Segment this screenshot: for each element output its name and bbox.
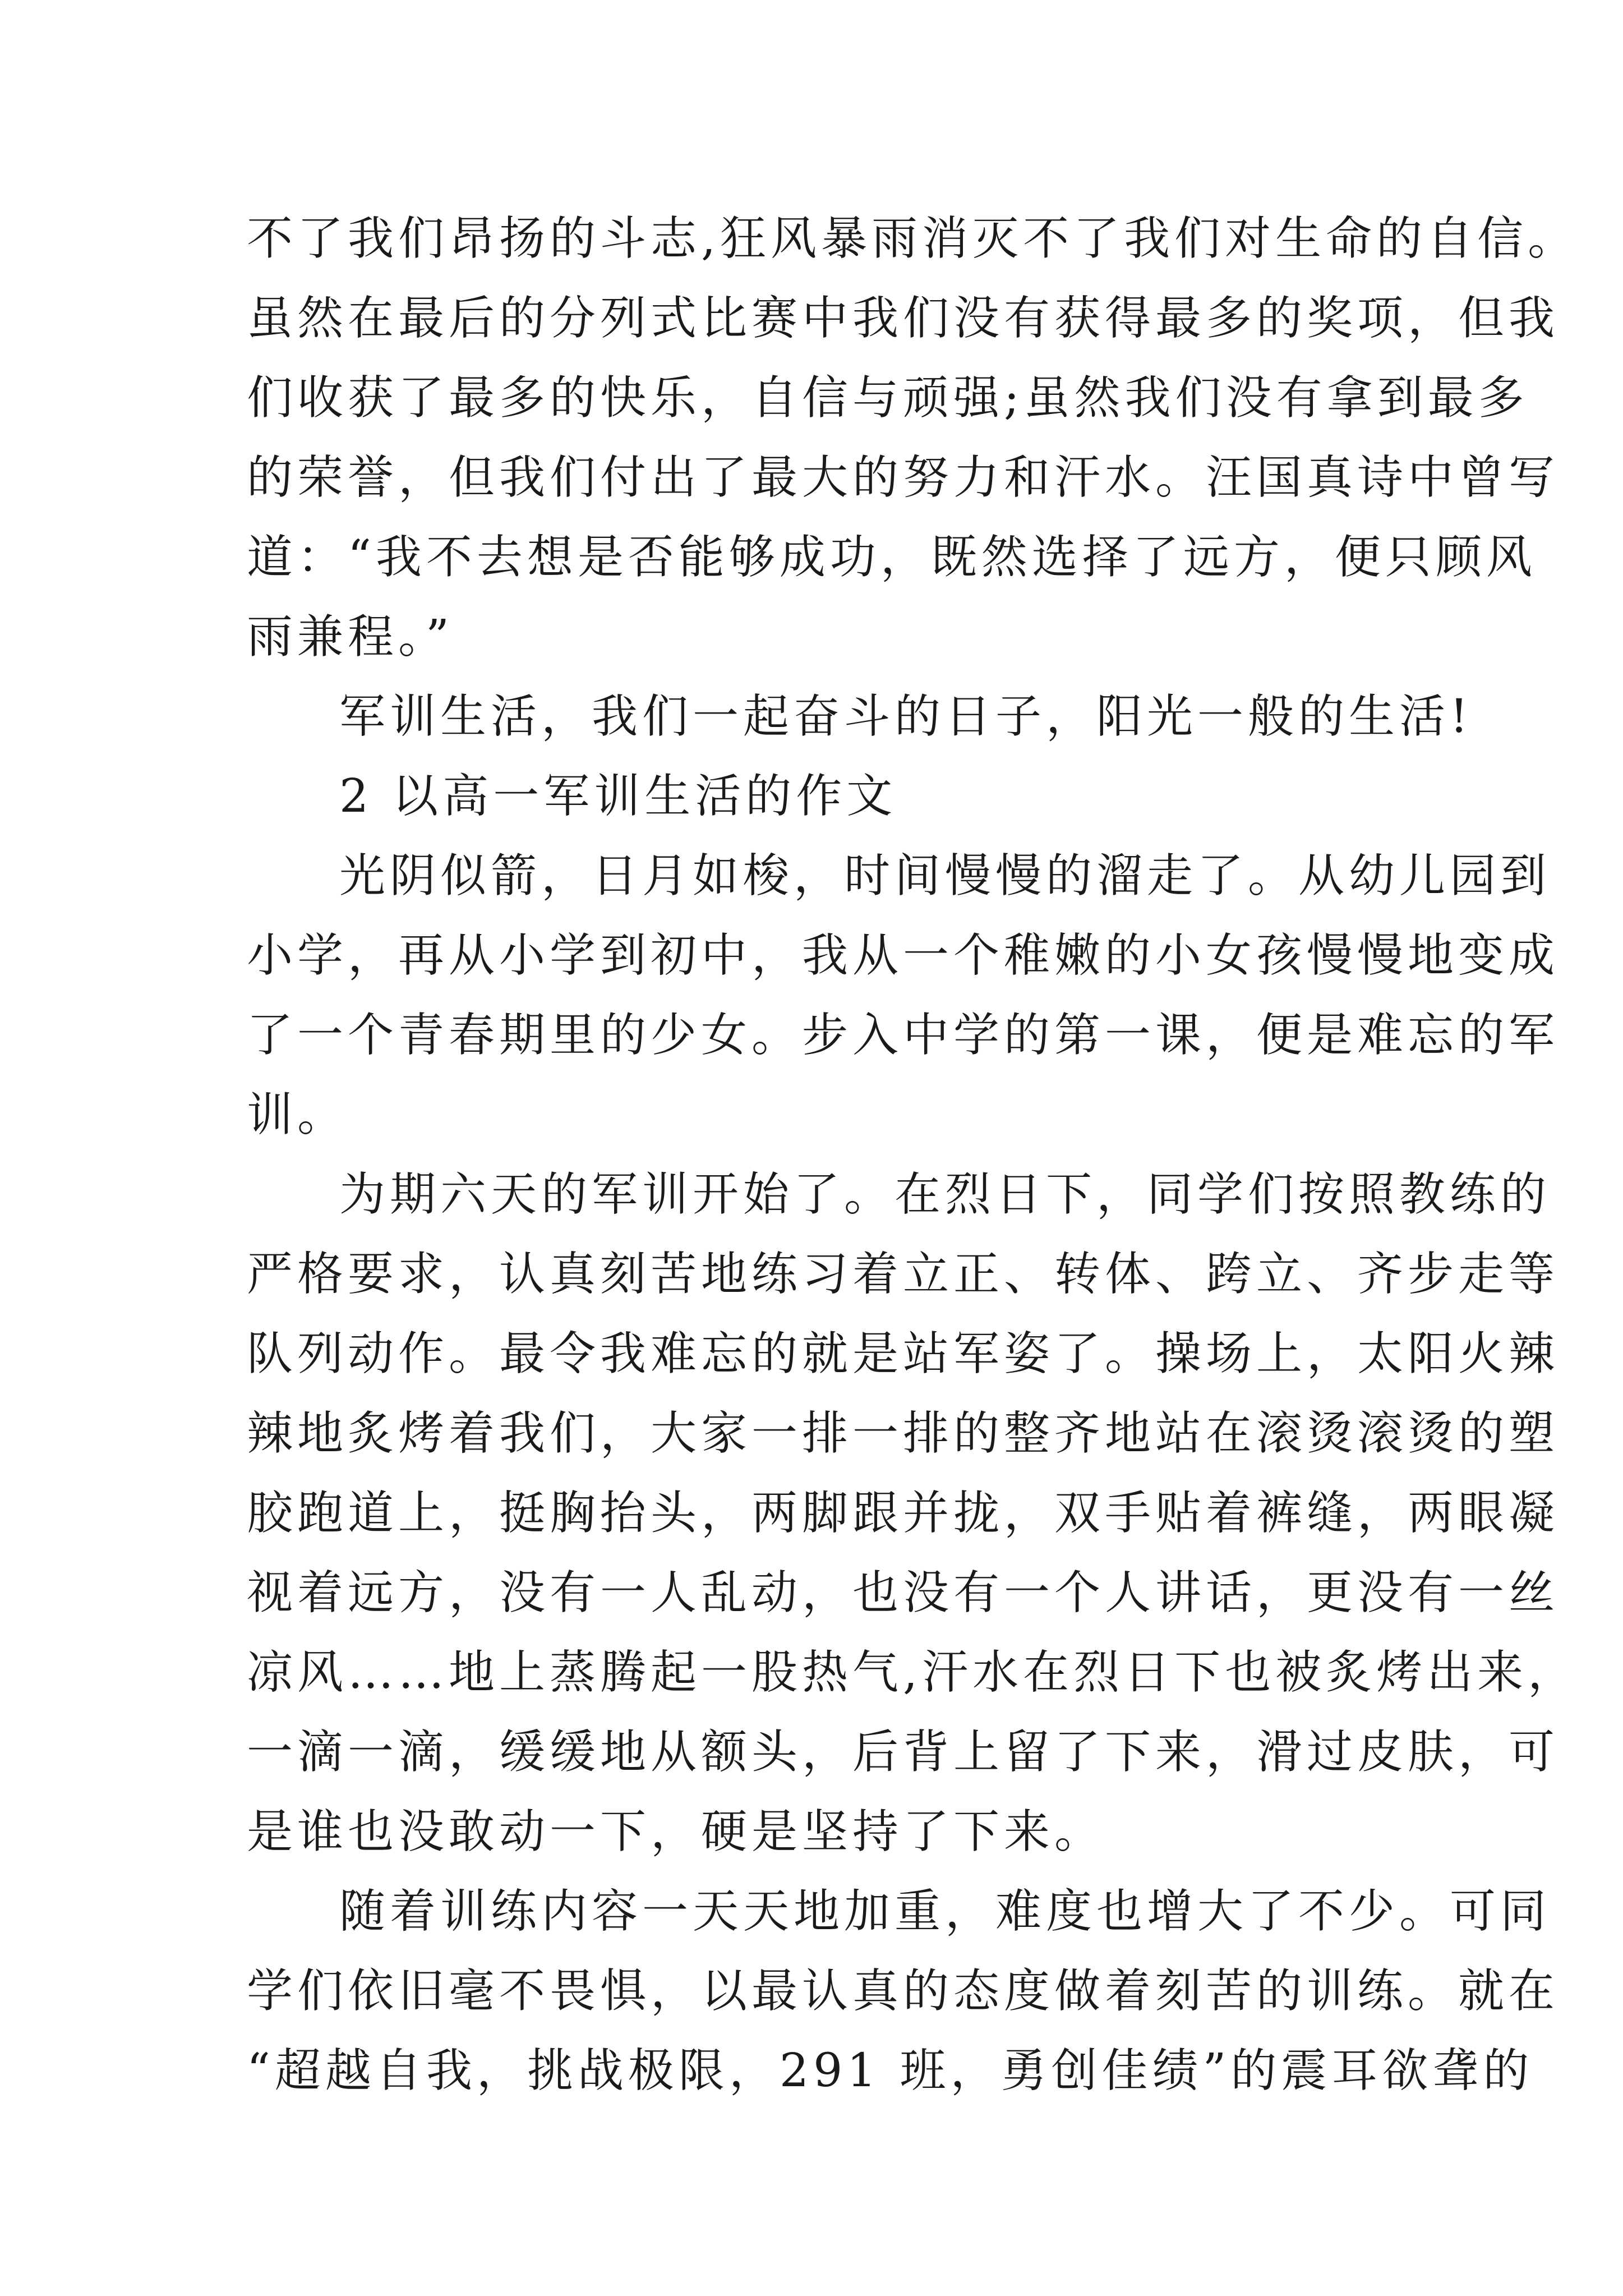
document-body: [247, 199, 1579, 2111]
text-line-2: 虽然在最后的分列式比赛中我们没有获得最多的奖项，但我: [247, 292, 1560, 345]
text-line-22: 随着训练内容一天天地加重，难度也增大了不少。可同: [339, 1885, 1551, 1938]
text-line-24: “超越自我，挑战极限，291 班，勇创佳绩”的震耳欲聋的: [247, 2044, 1534, 2097]
text-line-16: 辣地炙烤着我们，大家一排一排的整齐地站在滚烫滚烫的塑: [247, 1407, 1560, 1460]
text-line-6: 雨兼程。”: [247, 610, 454, 664]
text-line-1: 不了我们昂扬的斗志,狂风暴雨消灭不了我们对生命的自信。: [247, 212, 1579, 265]
text-line-7: 军训生活，我们一起奋斗的日子，阳光一般的生活!: [339, 690, 1473, 743]
text-line-17: 胶跑道上，挺胸抬头，两脚跟并拢，双手贴着裤缝，两眼凝: [247, 1487, 1560, 1540]
text-line-4: 的荣誉，但我们付出了最大的努力和汗水。汪国真诗中曾写: [247, 451, 1560, 504]
text-line-13: 为期六天的军训开始了。在烈日下，同学们按照教练的: [339, 1168, 1551, 1221]
text-line-12: 训。: [247, 1088, 348, 1142]
text-line-9: 光阴似箭，日月如梭，时间慢慢的溜走了。从幼儿园到: [339, 849, 1551, 903]
text-line-5: 道：“我不去想是否能够成功，既然选择了远方，便只顾风: [247, 531, 1537, 584]
text-line-11: 了一个青春期里的少女。步入中学的第一课，便是难忘的军: [247, 1009, 1560, 1062]
text-line-3: 们收获了最多的快乐，自信与顽强;虽然我们没有拿到最多: [247, 371, 1529, 425]
text-line-23: 学们依旧毫不畏惧，以最认真的态度做着刻苦的训练。就在: [247, 1964, 1560, 2018]
section-heading: 2 以高一军训生活的作文: [339, 770, 897, 823]
text-line-19: 凉风……地上蒸腾起一股热气,汗水在烈日下也被炙烤出来，: [247, 1646, 1579, 1699]
text-line-15: 队列动作。最令我难忘的就是站军姿了。操场上，太阳火辣: [247, 1327, 1560, 1381]
text-line-14: 严格要求，认真刻苦地练习着立正、转体、跨立、齐步走等: [247, 1248, 1560, 1301]
text-line-21: 是谁也没敢动一下，硬是坚持了下来。: [247, 1805, 1105, 1858]
text-line-20: 一滴一滴，缓缓地从额头，后背上留了下来，滑过皮肤，可: [247, 1726, 1560, 1779]
text-line-18: 视着远方，没有一人乱动，也没有一个人讲话，更没有一丝: [247, 1566, 1560, 1619]
text-line-10: 小学，再从小学到初中，我从一个稚嫩的小女孩慢慢地变成: [247, 929, 1560, 982]
